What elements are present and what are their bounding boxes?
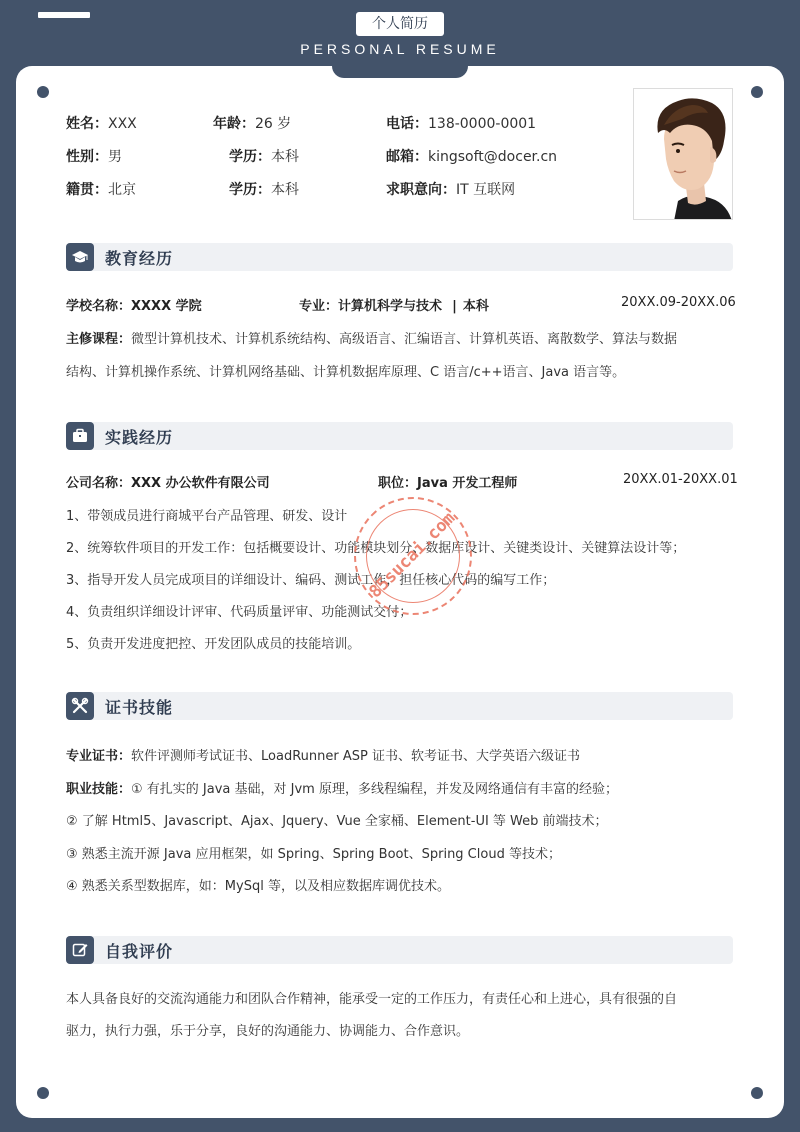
corner-dot — [751, 1087, 763, 1099]
self-eval-line-2: 驱力，执行力强，乐于分享，良好的沟通能力、协调能力、合作意识。 — [66, 1024, 470, 1039]
resume-title: 个人简历 — [356, 12, 444, 36]
practice-company: 公司名称：XXX 办公软件有限公司 — [66, 476, 270, 491]
section-title-practice: 实践经历 — [105, 428, 174, 447]
education-major: 专业：计算机科学与技术 | 本科 — [299, 299, 489, 314]
graduation-cap-icon — [66, 243, 94, 271]
education-courses-line1: 主修课程：微型计算机技术、计算机系统结构、高级语言、汇编语言、计算机英语、离散数学、算法与数据 — [66, 332, 678, 347]
practice-item: 4、负责组织详细设计评审、代码质量评审、功能测试交付； — [66, 605, 413, 620]
section-header-education — [66, 243, 733, 271]
skills-line-2: ② 了解 Html5、Javascript、Ajax、Jquery、Vue 全家桶、Element-UI 等 Web 前端技术； — [66, 814, 608, 829]
profile-age: 年龄：26 岁 — [213, 116, 292, 132]
education-period: 20XX.09-20XX.06 — [621, 295, 736, 310]
skills-certificates: 专业证书：软件评测师考试证书、LoadRunner ASP 证书、软考证书、大学英语六级证书 — [66, 749, 580, 764]
practice-item: 3、指导开发人员完成项目的详细设计、编码、测试工作，担任核心代码的编写工作； — [66, 573, 556, 588]
section-header-self-eval — [66, 936, 733, 964]
watermark-stamp: 85sucai.com — [330, 473, 497, 640]
header-decoration-bar — [38, 12, 90, 18]
skills-line-1: 职业技能：① 有扎实的 Java 基础，对 Jvm 原理，多线程编程，并发及网络通信有丰富的经验； — [66, 782, 618, 797]
education-courses-line2: 结构、计算机操作系统、计算机网络基础、计算机数据库原理、C 语言/c++语言、Java 语言等。 — [66, 365, 626, 380]
section-header-skills — [66, 692, 733, 720]
practice-position: 职位：Java 开发工程师 — [378, 476, 518, 491]
section-title-skills: 证书技能 — [105, 698, 174, 717]
section-title-education: 教育经历 — [105, 249, 174, 268]
section-title-self-eval: 自我评价 — [105, 942, 174, 961]
practice-item: 5、负责开发进度把控、开发团队成员的技能培训。 — [66, 637, 361, 652]
resume-subtitle: PERSONAL RESUME — [300, 41, 500, 57]
skills-line-3: ③ 熟悉主流开源 Java 应用框架，如 Spring、Spring Boot、Spring Cloud 等技术； — [66, 847, 561, 862]
education-school: 学校名称：XXXX 学院 — [66, 299, 202, 314]
practice-item: 1、带领成员进行商城平台产品管理、研发、设计 — [66, 509, 348, 524]
profile-job-intent: 求职意向：IT 互联网 — [386, 182, 516, 198]
card-notch — [332, 66, 468, 78]
profile-email: 邮箱：kingsoft@docer.cn — [386, 149, 558, 165]
section-header-practice — [66, 422, 733, 450]
skills-line-4: ④ 熟悉关系型数据库，如：MySql 等，以及相应数据库调优技术。 — [66, 879, 450, 894]
avatar-illustration — [634, 89, 733, 220]
profile-origin: 籍贯：北京 — [66, 182, 136, 198]
profile-phone: 电话：138-0000-0001 — [386, 116, 537, 132]
corner-dot — [37, 86, 49, 98]
practice-item: 2、统筹软件项目的开发工作：包括概要设计、功能模块划分、数据库设计、关键类设计、关键算法设计等； — [66, 541, 686, 556]
profile-education-2: 学历：本科 — [229, 182, 299, 198]
briefcase-icon — [66, 422, 94, 450]
edit-icon — [66, 936, 94, 964]
corner-dot — [37, 1087, 49, 1099]
profile-name: 姓名：XXX — [66, 116, 137, 132]
self-eval-line-1: 本人具备良好的交流沟通能力和团队合作精神，能承受一定的工作压力，有责任心和上进心，具有很强的自 — [66, 992, 678, 1007]
tools-icon — [66, 692, 94, 720]
corner-dot — [751, 86, 763, 98]
profile-gender: 性别：男 — [66, 149, 122, 165]
profile-education: 学历：本科 — [229, 149, 299, 165]
practice-period: 20XX.01-20XX.01 — [623, 472, 738, 487]
profile-photo — [633, 88, 733, 220]
